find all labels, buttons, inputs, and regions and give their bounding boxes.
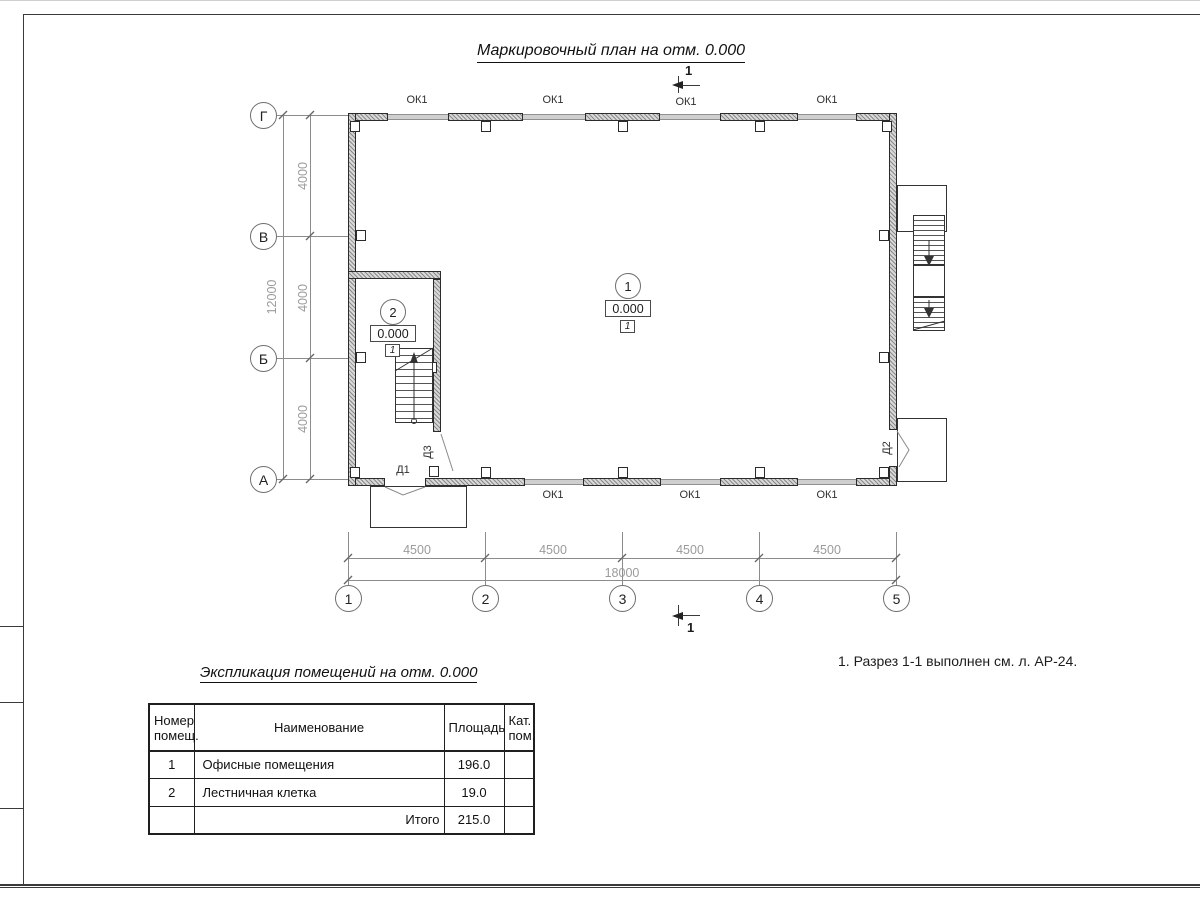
axis-label: Б xyxy=(258,350,269,367)
stair-mid-landing xyxy=(913,265,945,297)
frame-left-line xyxy=(23,14,24,886)
dim-text-12000: 12000 xyxy=(265,279,279,315)
header-name: Наименование xyxy=(194,704,444,751)
wall-segment xyxy=(448,113,523,121)
wall-right-stub xyxy=(889,466,897,486)
window-ok1 xyxy=(525,479,583,485)
cell-room-category xyxy=(504,751,534,778)
note-text: 1. Разрез 1-1 выполнен см. л. АР-24. xyxy=(838,653,1078,669)
column-mark xyxy=(755,467,765,478)
section-number: 1 xyxy=(687,620,695,635)
section-mark-arrow-line xyxy=(678,615,700,616)
wall-segment xyxy=(585,113,660,121)
table-row xyxy=(149,751,534,778)
dimension-line-horizontal-total xyxy=(348,580,896,581)
frame-bottom-line2 xyxy=(0,887,1200,888)
cell-empty xyxy=(504,806,534,834)
entrance-porch-left xyxy=(370,486,467,528)
window-ok1 xyxy=(388,114,448,120)
column-mark xyxy=(356,352,366,363)
door-label-d2: Д2 xyxy=(881,441,893,455)
window-label: ОК1 xyxy=(542,489,564,501)
table-header-row xyxy=(149,704,534,751)
stair-flight-exterior xyxy=(913,297,945,331)
column-mark xyxy=(481,467,491,478)
axis-circle-row xyxy=(250,345,277,372)
room-number: 1 xyxy=(624,278,632,294)
axis-label: В xyxy=(258,228,269,245)
extension-line xyxy=(896,532,897,585)
dim-text-18000: 18000 xyxy=(604,566,640,580)
column-mark xyxy=(618,467,628,478)
axis-circle-col xyxy=(609,585,636,612)
cell-empty xyxy=(149,806,194,834)
plan-title: Маркировочный план на отм. 0.000 xyxy=(411,42,811,63)
wall-segment xyxy=(583,478,661,486)
wall-left xyxy=(348,113,356,486)
dim-text-4000: 4000 xyxy=(296,405,310,433)
section-arrowheads xyxy=(672,81,683,620)
wall-segment xyxy=(425,478,525,486)
table-row xyxy=(149,778,534,806)
axis-circle-row xyxy=(250,223,277,250)
axis-circle-col xyxy=(472,585,499,612)
window-ok1 xyxy=(523,114,585,120)
cell-room-number: 1 xyxy=(149,751,194,778)
axis-circle-row xyxy=(250,466,277,493)
sheet-edge-top xyxy=(0,0,1200,1)
axis-label: 5 xyxy=(892,590,901,607)
table-total-row xyxy=(149,806,534,834)
room-number-circle xyxy=(615,273,641,299)
axis-label: Г xyxy=(259,107,268,124)
axis-circle-row xyxy=(250,102,277,129)
axis-label: 3 xyxy=(618,590,627,607)
window-ok1 xyxy=(660,114,720,120)
column-mark xyxy=(356,230,366,241)
column-mark xyxy=(879,230,889,241)
section-number: 1 xyxy=(685,63,693,78)
axis-label: 2 xyxy=(481,590,490,607)
door-label-d3: Д3 xyxy=(422,445,434,459)
wall-right xyxy=(889,113,897,430)
cell-room-area: 196.0 xyxy=(444,751,504,778)
frame-bottom-line xyxy=(0,884,1200,886)
frame-margin-line xyxy=(0,702,23,703)
entrance-porch-right xyxy=(897,418,947,482)
wall-segment xyxy=(720,113,798,121)
room-level-box: 0.000 xyxy=(605,300,651,317)
cell-room-name: Офисные помещения xyxy=(194,751,444,778)
window-ok1 xyxy=(798,479,856,485)
axis-line xyxy=(277,236,348,237)
column-mark xyxy=(879,352,889,363)
wall-segment xyxy=(720,478,798,486)
wall-interior-vertical xyxy=(433,279,441,432)
room-number-circle xyxy=(380,299,406,325)
dimension-line-horizontal xyxy=(348,558,896,559)
stair-flight-interior xyxy=(395,348,433,423)
cell-total-value: 215.0 xyxy=(444,806,504,834)
window-label: ОК1 xyxy=(675,96,697,108)
column-mark xyxy=(882,121,892,132)
axis-circle-col xyxy=(883,585,910,612)
column-mark xyxy=(879,467,889,478)
cell-total-label: Итого xyxy=(194,806,444,834)
header-area: Площадь xyxy=(444,704,504,751)
window-label: ОК1 xyxy=(816,94,838,106)
door-jamb-mark xyxy=(429,466,439,477)
axis-line xyxy=(277,358,348,359)
dim-text-4500: 4500 xyxy=(539,543,567,557)
stair-graphics xyxy=(395,240,945,424)
cell-room-area: 19.0 xyxy=(444,778,504,806)
dimension-line-vertical xyxy=(310,115,311,479)
dim-text-4500: 4500 xyxy=(813,543,841,557)
door-label-d1: Д1 xyxy=(396,464,410,476)
room-floor-type-box: 1 xyxy=(385,344,400,357)
axis-circle-col xyxy=(746,585,773,612)
column-mark xyxy=(481,121,491,132)
cell-room-name: Лестничная клетка xyxy=(194,778,444,806)
axis-circle-col xyxy=(335,585,362,612)
dim-text-4500: 4500 xyxy=(676,543,704,557)
room-floor-type-box: 1 xyxy=(620,320,635,333)
table-title: Экспликация помещений на отм. 0.000 xyxy=(200,664,478,681)
dimension-line-vertical-total xyxy=(283,115,284,479)
axis-label: 1 xyxy=(344,590,353,607)
frame-margin-line xyxy=(0,808,23,809)
axis-label: 4 xyxy=(755,590,764,607)
header-category: Кат. пом. xyxy=(504,704,534,751)
window-ok1 xyxy=(798,114,856,120)
room-number: 2 xyxy=(389,304,397,320)
window-label: ОК1 xyxy=(542,94,564,106)
dim-text-4000: 4000 xyxy=(296,162,310,190)
wall-interior-horizontal xyxy=(348,271,441,279)
section-mark-arrow-line xyxy=(678,85,700,86)
axis-label: А xyxy=(258,471,269,488)
window-label: ОК1 xyxy=(679,489,701,501)
window-label: ОК1 xyxy=(406,94,428,106)
axis-line xyxy=(277,115,348,116)
cell-room-category xyxy=(504,778,534,806)
frame-top-line xyxy=(23,14,1200,15)
explication-table xyxy=(148,703,535,835)
column-mark xyxy=(755,121,765,132)
column-mark xyxy=(618,121,628,132)
header-room-number: Номер помещ. xyxy=(149,704,194,751)
column-mark xyxy=(350,467,360,478)
room-level-box: 0.000 xyxy=(370,325,416,342)
dim-text-4000: 4000 xyxy=(296,284,310,312)
window-label: ОК1 xyxy=(816,489,838,501)
frame-margin-line xyxy=(0,626,23,627)
cell-room-number: 2 xyxy=(149,778,194,806)
dim-text-4500: 4500 xyxy=(403,543,431,557)
window-ok1 xyxy=(661,479,720,485)
axis-line xyxy=(277,479,348,480)
column-mark xyxy=(350,121,360,132)
stair-flight-exterior xyxy=(913,215,945,265)
